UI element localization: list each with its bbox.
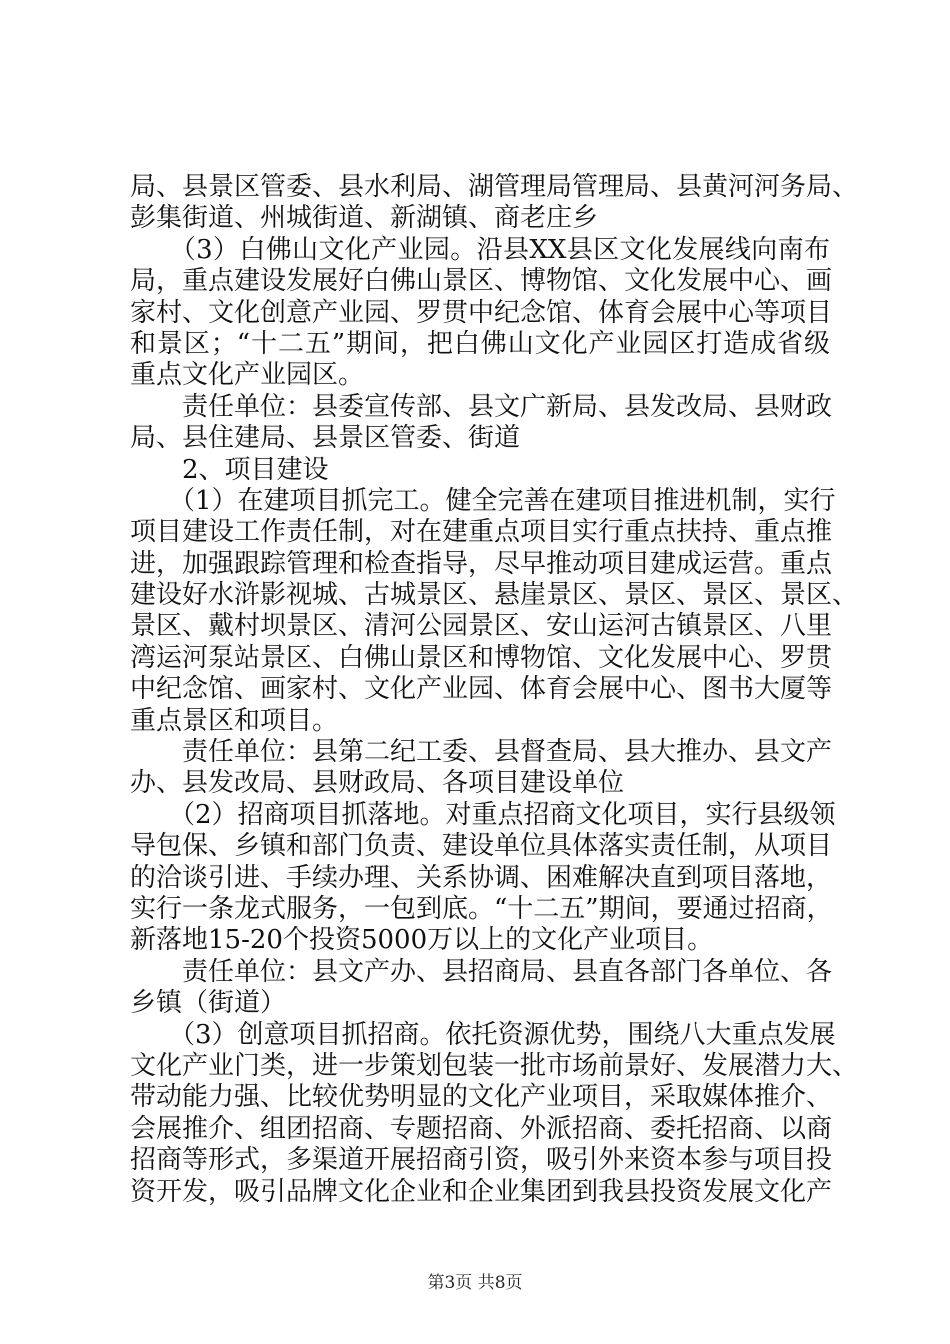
text-line: 重点文化产业园区。 (130, 360, 365, 391)
text-line: 重点景区和项目。 (130, 705, 339, 736)
text-line: （3）创意项目抓招商。依托资源优势，围绕八大重点发展 (130, 1019, 836, 1050)
text-line: 导包保、乡镇和部门负责、建设单位具体落实责任制，从项目 (130, 831, 833, 862)
text-line: 的洽谈引进、手续办理、关系协调、困难解决直到项目落地， (130, 862, 833, 893)
page-footer: 第3页 共8页 (427, 1273, 523, 1293)
text-line: 资开发，吸引品牌文化企业和企业集团到我县投资发展文化产 (130, 1176, 833, 1207)
text-line: （3）白佛山文化产业园。沿县XX县区文化发展线向南布 (130, 234, 830, 265)
text-line: 景区、戴村坝景区、清河公园景区、安山运河古镇景区、八里 (130, 611, 833, 642)
text-line: 彭集街道、州城街道、新湖镇、商老庄乡 (130, 203, 599, 234)
text-line: 局、县景区管委、县水利局、湖管理局管理局、县黄河河务局、 (130, 172, 859, 202)
text-line: （2）招商项目抓落地。对重点招商文化项目，实行县级领 (130, 799, 836, 830)
text-line: 责任单位：县第二纪工委、县督查局、县大推办、县文产 (130, 737, 833, 768)
text-line: 招商等形式，多渠道开展招商引资，吸引外来资本参与项目投 (130, 1145, 833, 1176)
text-line: 和景区；“十二五”期间，把白佛山文化产业园区打造成省级 (130, 328, 830, 359)
text-line: 带动能力强、比较优势明显的文化产业项目，采取媒体推介、 (130, 1082, 833, 1113)
text-line: 新落地15-20个投资5000万以上的文化产业项目。 (130, 925, 714, 956)
text-line: （1）在建项目抓完工。健全完善在建项目推进机制，实行 (130, 485, 836, 516)
text-line: 责任单位：县文产办、县招商局、县直各部门各单位、各 (130, 956, 833, 987)
document-body (130, 172, 859, 1208)
text-line: 实行一条龙式服务，一包到底。“十二五”期间，要通过招商， (130, 893, 833, 924)
text-line: 湾运河泵站景区、白佛山景区和博物馆、文化发展中心、罗贯 (130, 642, 833, 673)
text-line: 局，重点建设发展好白佛山景区、博物馆、文化发展中心、画 (130, 266, 833, 297)
text-line: 责任单位：县委宣传部、县文广新局、县发改局、县财政 (130, 391, 833, 422)
text-line: 2、项目建设 (130, 454, 329, 485)
text-line: 建设好水浒影视城、古城景区、悬崖景区、景区、景区、景区、 (130, 580, 859, 611)
text-line: 项目建设工作责任制，对在建重点项目实行重点扶持、重点推 (130, 517, 833, 548)
text-line: 文化产业门类，进一步策划包装一批市场前景好、发展潜力大、 (130, 1050, 859, 1081)
text-line: 会展推介、组团招商、专题招商、外派招商、委托招商、以商 (130, 1113, 833, 1144)
text-line: 进，加强跟踪管理和检查指导，尽早推动项目建成运营。重点 (130, 548, 833, 579)
text-line: 乡镇（街道） (130, 988, 287, 1019)
text-line: 中纪念馆、画家村、文化产业园、体育会展中心、图书大厦等 (130, 674, 833, 705)
text-line: 办、县发改局、县财政局、各项目建设单位 (130, 768, 625, 799)
text-line: 局、县住建局、县景区管委、街道 (130, 423, 521, 454)
text-line: 家村、文化创意产业园、罗贯中纪念馆、体育会展中心等项目 (130, 297, 833, 328)
